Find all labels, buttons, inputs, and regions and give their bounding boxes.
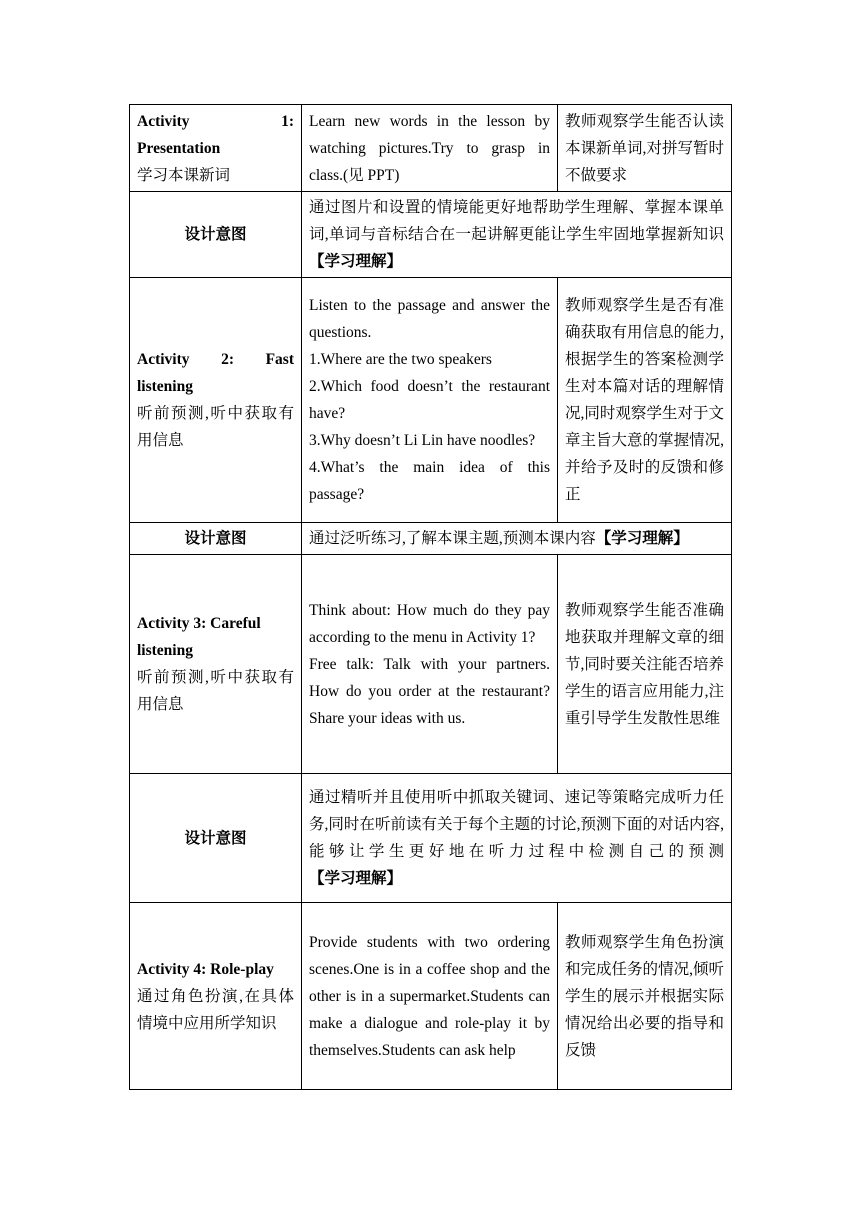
activity-content: Provide students with two ordering scenes.One is in a coffee shop and the other is in a supermarket.Students can make a dialogue and role-play it by themselves.Students can ask help xyxy=(309,933,550,1059)
activity-title: Activity 3: Careful xyxy=(137,615,261,632)
question-item: 2.Which food doesn’t the restaurant have? xyxy=(309,378,550,422)
activity-content-cell xyxy=(302,903,558,1090)
activity-content-cell xyxy=(302,105,558,192)
design-intent-text: 通过精听并且使用听中抓取关键词、速记等策略完成听力任务,同时在听前读有关于每个主题的讨论,预测下面的对话内容,能够让学生更好地在听力过程中检测自己的预测 xyxy=(309,789,724,860)
lesson-plan-table xyxy=(129,104,732,1090)
activity-title: Activity 4: Role-play xyxy=(137,960,274,978)
activity-row-1 xyxy=(130,105,732,192)
design-row-2 xyxy=(130,523,732,555)
activity-row-2 xyxy=(130,278,732,523)
design-intent-tag: 【学习理解】 xyxy=(309,253,403,270)
activity-title: listening xyxy=(137,378,193,395)
evaluation-text: 教师观察学生是否有准确获取有用信息的能力,根据学生的答案检测学生对本篇对话的理解情况,同时观察学生对于文章主旨大意的掌握情况,并给予及时的反馈和修正 xyxy=(565,297,724,503)
design-intent-label: 设计意图 xyxy=(130,523,302,555)
design-row-1 xyxy=(130,192,732,278)
design-intent-cell xyxy=(302,192,732,278)
activity-title: Activity 1: xyxy=(137,112,294,130)
evaluation-text: 教师观察学生能否准确地获取并理解文章的细节,同时要关注能否培养学生的语言应用能力,注重引导学生发散性思维 xyxy=(565,601,724,727)
evaluation-cell xyxy=(558,555,732,774)
activity-subtitle: 听前预测,听中获取有用信息 xyxy=(137,405,294,449)
design-intent-text: 通过泛听练习,了解本课主题,预测本课内容 xyxy=(309,530,596,547)
design-row-3 xyxy=(130,774,732,903)
activity-content-cell xyxy=(302,555,558,774)
activity-content-line: Listen to the passage and answer the questions. xyxy=(309,297,550,341)
question-item: 1.Where are the two speakers xyxy=(309,351,492,368)
evaluation-cell xyxy=(558,105,732,192)
question-item: 3.Why doesn’t Li Lin have noodles? xyxy=(309,432,536,449)
design-intent-label: 设计意图 xyxy=(130,192,302,278)
activity-content-cell xyxy=(302,278,558,523)
design-intent-tag: 【学习理解】 xyxy=(309,870,403,887)
activity-subtitle: 通过角色扮演,在具体情境中应用所学知识 xyxy=(137,987,294,1032)
activity-row-4 xyxy=(130,903,732,1090)
design-intent-cell xyxy=(302,774,732,903)
evaluation-cell xyxy=(558,903,732,1090)
activity-title-cell xyxy=(130,555,302,774)
activity-subtitle: 学习本课新词 xyxy=(137,166,231,184)
activity-title-cell xyxy=(130,105,302,192)
activity-title: Activity 2: Fast xyxy=(137,351,294,368)
activity-row-3 xyxy=(130,555,732,774)
evaluation-text: 教师观察学生能否认读本课新单词,对拼写暂时不做要求 xyxy=(565,112,724,184)
activity-title-cell xyxy=(130,903,302,1090)
activity-content-line: Free talk: Talk with your partners. How do you order at the restaurant? Share your ideas with us. xyxy=(309,655,550,727)
activity-subtitle: 听前预测,听中获取有用信息 xyxy=(137,669,294,713)
design-intent-label: 设计意图 xyxy=(130,774,302,903)
design-intent-text: 通过图片和设置的情境能更好地帮助学生理解、掌握本课单词,单词与音标结合在一起讲解更能让学生牢固地掌握新知识 xyxy=(309,199,724,243)
question-item: 4.What’s the main idea of this passage? xyxy=(309,459,550,503)
activity-content-line: Think about: How much do they pay according to the menu in Activity 1? xyxy=(309,601,550,646)
design-intent-tag: 【学习理解】 xyxy=(595,530,689,547)
activity-title: listening xyxy=(137,642,193,659)
design-intent-cell xyxy=(302,523,732,555)
evaluation-text: 教师观察学生角色扮演和完成任务的情况,倾听学生的展示并根据实际情况给出必要的指导和反馈 xyxy=(565,933,724,1059)
activity-content: Learn new words in the lesson by watching pictures.Try to grasp in class.(见 PPT) xyxy=(309,112,550,184)
activity-title-cell xyxy=(130,278,302,523)
evaluation-cell xyxy=(558,278,732,523)
activity-title: Presentation xyxy=(137,139,221,157)
